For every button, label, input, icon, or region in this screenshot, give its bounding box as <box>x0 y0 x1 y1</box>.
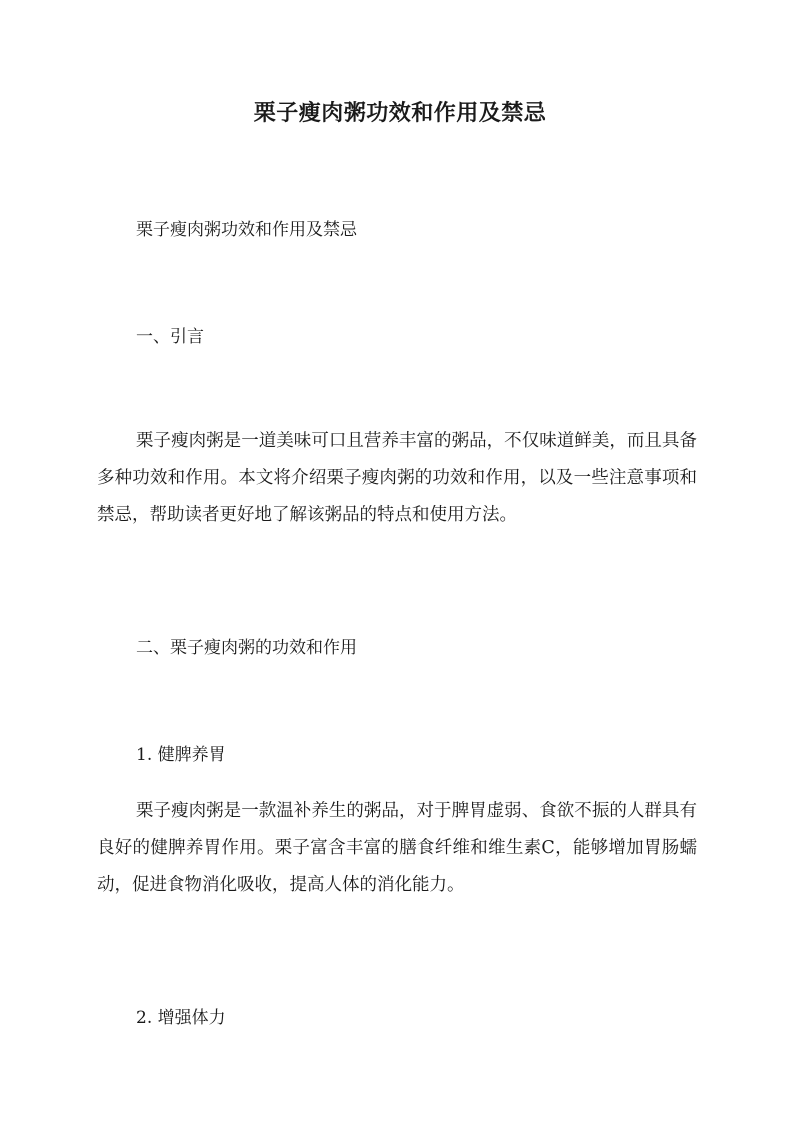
item-heading-spleen-stomach: 1. 健脾养胃 <box>136 745 226 765</box>
section-heading-intro: 一、引言 <box>136 327 204 347</box>
item-heading-strength: 2. 增强体力 <box>136 1008 226 1028</box>
section-heading-effects: 二、栗子瘦肉粥的功效和作用 <box>136 638 357 658</box>
intro-paragraph: 栗子瘦肉粥是一道美味可口且营养丰富的粥品，不仅味道鲜美，而且具备多种功效和作用。本文将介绍栗子瘦肉粥的功效和作用，以及一些注意事项和禁忌，帮助读者更好地了解该粥品的特点和使用方法。 <box>97 431 697 525</box>
item-paragraph-spleen-stomach: 栗子瘦肉粥是一款温补养生的粥品，对于脾胃虚弱、食欲不振的人群具有良好的健脾养胃作用。栗子富含丰富的膳食纤维和维生素C，能够增加胃肠蠕动，促进食物消化吸收，提高人体的消化能力。 <box>97 801 697 895</box>
document-title: 栗子瘦肉粥功效和作用及禁忌 <box>253 100 547 126</box>
document-subtitle: 栗子瘦肉粥功效和作用及禁忌 <box>136 220 357 240</box>
